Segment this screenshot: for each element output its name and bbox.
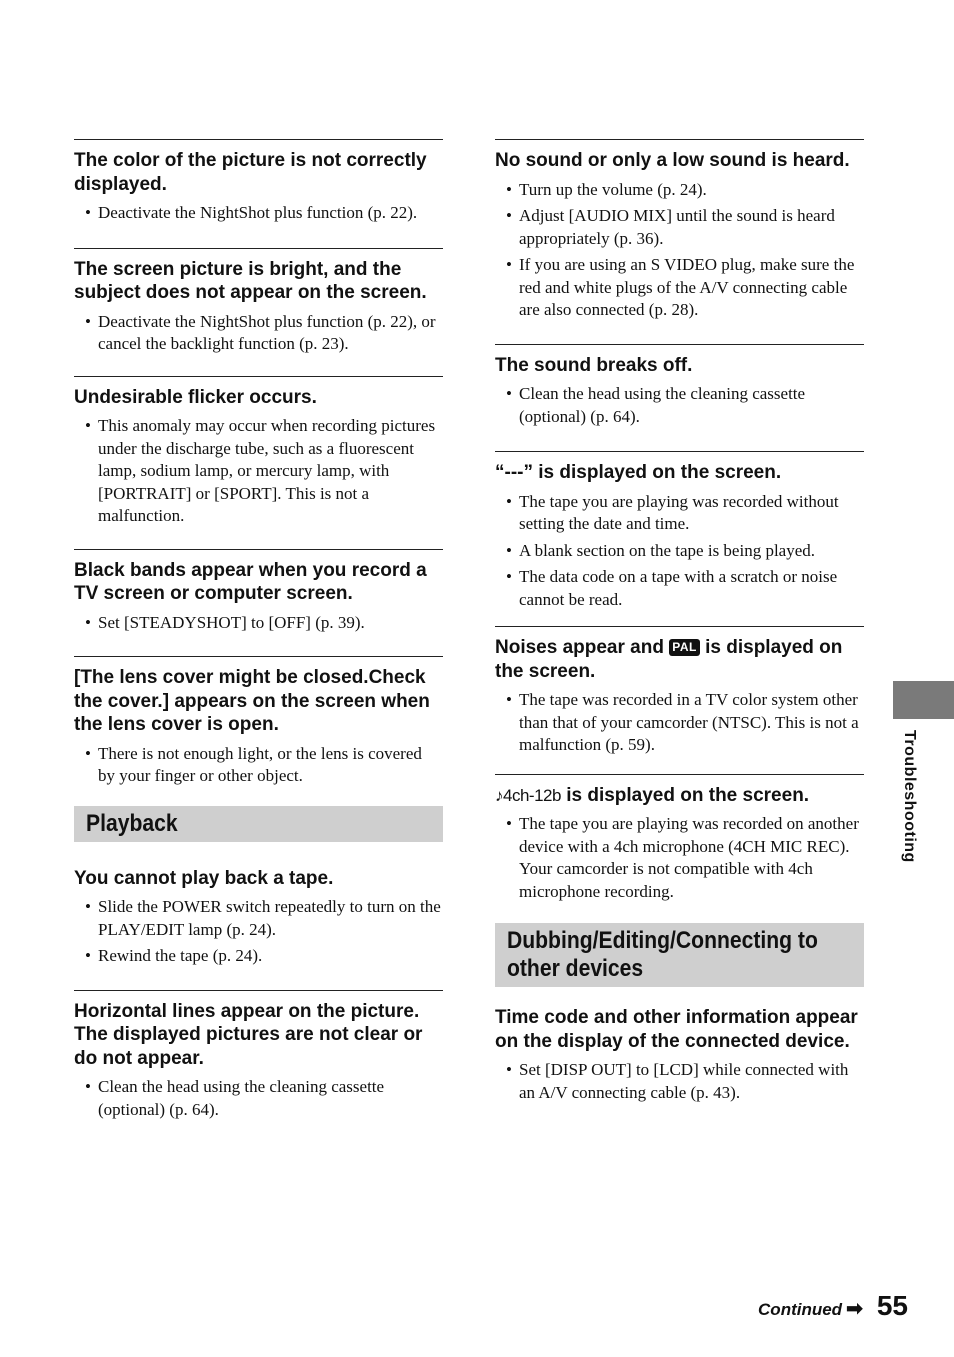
entry-title: No sound or only a low sound is heard. bbox=[495, 150, 850, 171]
troubleshooting-entry bbox=[495, 139, 864, 322]
entry-title: The sound breaks off. bbox=[495, 354, 693, 376]
troubleshooting-entry bbox=[74, 376, 443, 528]
page-footer bbox=[758, 1290, 908, 1322]
bullet-item: • The tape you are playing was recorded on another device with a 4ch microphone (4CH MIC REC). Your camcorder is not compatible with 4ch microphone recording. bbox=[495, 813, 864, 903]
bullet-item: • The tape you are playing was recorded without setting the date and time. bbox=[495, 491, 864, 536]
entry-title: Black bands appear when you record a TV screen or computer screen. bbox=[74, 559, 427, 604]
continued-label: Continued bbox=[758, 1300, 843, 1319]
entry-bullets bbox=[495, 689, 864, 757]
troubleshooting-entry bbox=[74, 990, 443, 1122]
entry-title: [The lens cover might be closed.Check the cover.] appears on the screen when the lens cover is open. bbox=[74, 667, 430, 735]
entry-title: Undesirable flicker occurs. bbox=[74, 386, 317, 408]
troubleshooting-entry bbox=[495, 997, 864, 1104]
bullet-item: • Set [STEADYSHOT] to [OFF] (p. 39). bbox=[74, 612, 443, 635]
entry-noises-pal bbox=[495, 626, 864, 757]
entry-bullets bbox=[74, 415, 443, 528]
bullet-item: • Set [DISP OUT] to [LCD] while connected with an A/V connecting cable (p. 43). bbox=[495, 1059, 864, 1104]
entry-bullets bbox=[74, 612, 443, 635]
entry-title: The color of the picture is not correctly displayed. bbox=[74, 150, 427, 195]
troubleshooting-entry bbox=[74, 858, 443, 968]
right-entries-top bbox=[495, 139, 864, 611]
page-number: 55 bbox=[876, 1290, 908, 1321]
bullet-item: • Deactivate the NightShot plus function (p. 22). bbox=[74, 202, 443, 225]
bullet-item: • A blank section on the tape is being played. bbox=[495, 540, 864, 563]
entry-title: Time code and other information appear on the display of the connected device. bbox=[495, 1007, 858, 1052]
section-heading-playback bbox=[74, 806, 443, 842]
left-column bbox=[74, 139, 443, 1125]
left-entries-top bbox=[74, 139, 443, 788]
troubleshooting-entry bbox=[74, 656, 443, 788]
bullet-item: • If you are using an S VIDEO plug, make sure the red and white plugs of the A/V connecting cable are also connected (p. 28). bbox=[495, 254, 864, 322]
entry-bullets bbox=[495, 1059, 864, 1104]
section-heading-dubbing-line2: other devices bbox=[507, 955, 644, 982]
section-heading-dubbing bbox=[495, 923, 864, 987]
bullet-item: • Adjust [AUDIO MIX] until the sound is heard appropriately (p. 36). bbox=[495, 205, 864, 250]
troubleshooting-entry bbox=[74, 139, 443, 225]
troubleshooting-entry bbox=[74, 248, 443, 356]
bullet-item: • The tape was recorded in a TV color system other than that of your camcorder (NTSC). This is not a malfunction (p. 59). bbox=[495, 689, 864, 757]
bullet-item: • There is not enough light, or the lens is covered by your finger or other object. bbox=[74, 743, 443, 788]
entry-bullets bbox=[74, 311, 443, 356]
bullet-item: • This anomaly may occur when recording pictures under the discharge tube, such as a fluorescent lamp, sodium lamp, or mercury lamp, with [PORTRAIT] or [SPORT]. This is not a malfunction. bbox=[74, 415, 443, 528]
right-column bbox=[495, 139, 864, 1108]
right-entries-dubbing bbox=[495, 997, 864, 1104]
section-heading-playback-text: Playback bbox=[86, 809, 178, 837]
bullet-item: • Slide the POWER switch repeatedly to turn on the PLAY/EDIT lamp (p. 24). bbox=[74, 896, 443, 941]
entry-title: ♪4ch-12b is displayed on the screen. bbox=[495, 784, 810, 806]
entry-title: Noises appear and PAL is displayed on the screen. bbox=[495, 637, 843, 682]
troubleshooting-entry bbox=[495, 451, 864, 611]
entry-4ch-mic bbox=[495, 774, 864, 904]
bullet-item: • Rewind the tape (p. 24). bbox=[74, 945, 443, 968]
bullet-item: • Clean the head using the cleaning cassette (optional) (p. 64). bbox=[74, 1076, 443, 1121]
entry-bullets bbox=[74, 1076, 443, 1121]
entry-bullets bbox=[495, 491, 864, 612]
entry-bullets bbox=[495, 813, 864, 903]
entry-bullets bbox=[74, 743, 443, 788]
troubleshooting-entry bbox=[74, 549, 443, 635]
entry-bullets bbox=[495, 179, 864, 322]
entry-title: The screen picture is bright, and the subject does not appear on the screen. bbox=[74, 258, 427, 303]
continued-arrow-icon: ➡ bbox=[846, 1298, 863, 1320]
entry-bullets bbox=[74, 202, 443, 225]
entry-title: You cannot play back a tape. bbox=[74, 867, 334, 889]
entry-bullets bbox=[74, 896, 443, 968]
section-heading-dubbing-line1: Dubbing/Editing/Connecting to bbox=[507, 927, 818, 954]
pal-icon: PAL bbox=[669, 639, 700, 656]
entry-title: Horizontal lines appear on the picture. The displayed pictures are not clear or do not appear. bbox=[74, 1000, 423, 1069]
entry-title: “---” is displayed on the screen. bbox=[495, 462, 782, 483]
troubleshooting-entry bbox=[495, 344, 864, 429]
chapter-tab-label: Troubleshooting bbox=[901, 730, 918, 863]
bullet-item: • Turn up the volume (p. 24). bbox=[495, 179, 864, 202]
four-channel-audio-icon: ♪4ch-12b bbox=[495, 785, 561, 805]
bullet-item: • The data code on a tape with a scratch or noise cannot be read. bbox=[495, 566, 864, 611]
entry-bullets bbox=[495, 383, 864, 428]
bullet-item: • Clean the head using the cleaning cassette (optional) (p. 64). bbox=[495, 383, 864, 428]
bullet-item: • Deactivate the NightShot plus function (p. 22), or cancel the backlight function (p. 23). bbox=[74, 311, 443, 356]
left-entries-playback bbox=[74, 858, 443, 1122]
chapter-tab-marker bbox=[893, 681, 954, 719]
